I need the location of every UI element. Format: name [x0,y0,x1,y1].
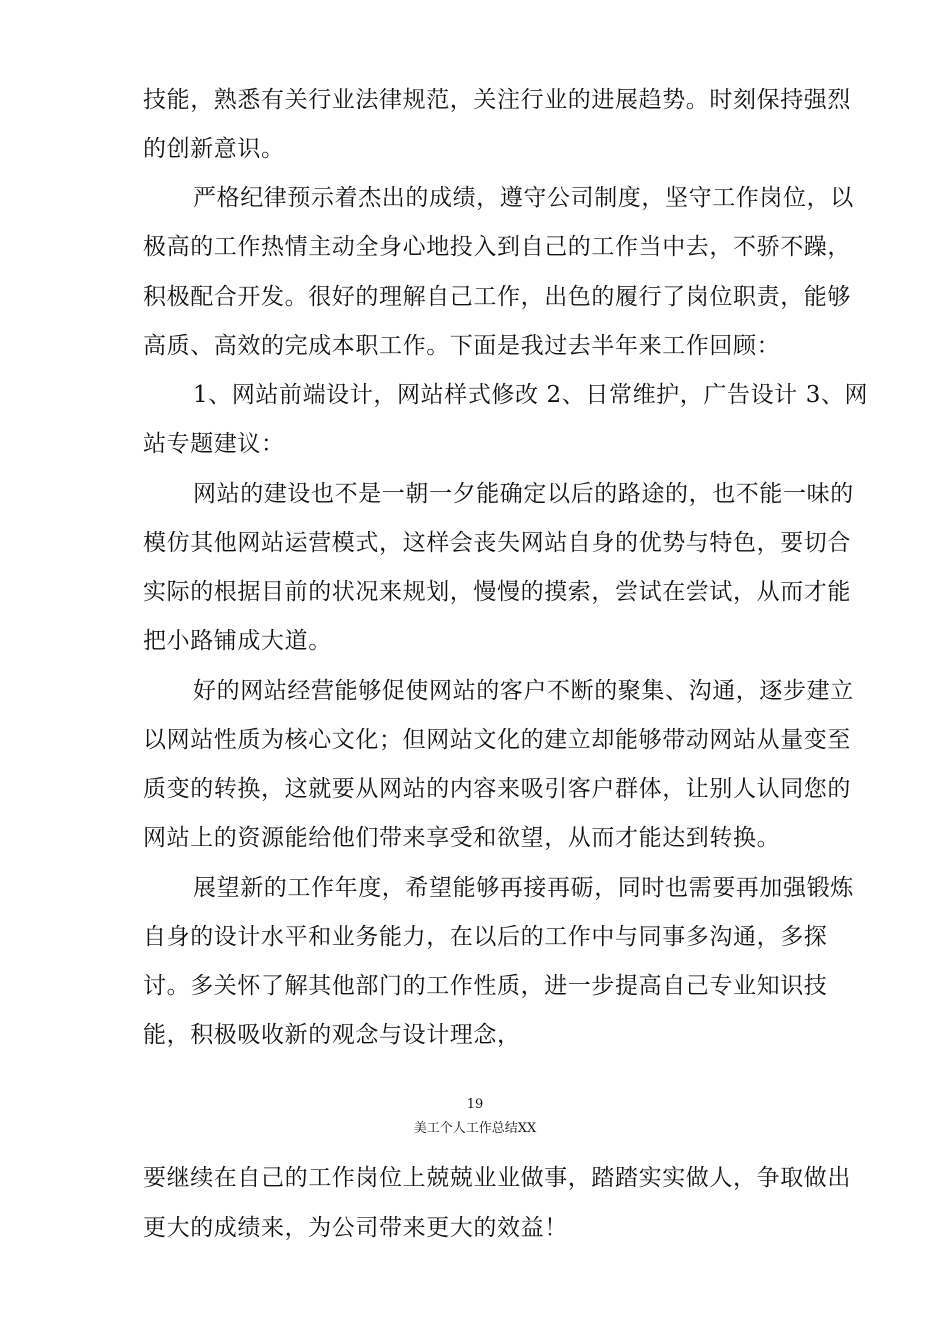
text-line: 要继续在自己的工作岗位上兢兢业业做事，踏踏实实做人，争取做出 [143,1165,851,1191]
footer-title: 美工个人工作总结XX [413,1121,537,1136]
text-line: 的创新意识。 [143,136,285,162]
text-line: 站专题建议： [143,431,285,457]
paragraph-start-line: 1、网站前端设计，网站样式修改 2、日常维护，广告设计 3、网 [193,382,869,408]
paragraph-start-line: 展望新的工作年度，希望能够再接再砺，同时也需要再加强锻炼 [193,875,854,901]
text-line: 能，积极吸收新的观念与设计理念， [143,1022,521,1048]
text-line: 技能，熟悉有关行业法律规范，关注行业的进展趋势。时刻保持强烈 [143,87,851,113]
text-line: 自身的设计水平和业务能力，在以后的工作中与同事多沟通，多探 [143,924,828,950]
text-line: 高质、高效的完成本职工作。下面是我过去半年来工作回顾： [143,333,781,359]
paragraph-start-line: 好的网站经营能够促使网站的客户不断的聚集、沟通，逐步建立 [193,678,854,704]
paragraph-start-line: 网站的建设也不是一朝一夕能确定以后的路途的，也不能一味的 [193,481,854,507]
text-line: 实际的根据目前的状况来规划，慢慢的摸索，尝试在尝试，从而才能 [143,579,851,605]
text-line: 质变的转换，这就要从网站的内容来吸引客户群体，让别人认同您的 [143,776,851,802]
text-line: 网站上的资源能给他们带来享受和欲望，从而才能达到转换。 [143,825,781,851]
text-line: 以网站性质为核心文化；但网站文化的建立却能够带动网站从量变至 [143,727,851,753]
text-line: 模仿其他网站运营模式，这样会丧失网站自身的优势与特色，要切合 [143,530,851,556]
text-line: 极高的工作热情主动全身心地投入到自己的工作当中去，不骄不躁， [143,234,851,260]
paragraph-start-line: 严格纪律预示着杰出的成绩，遵守公司制度，坚守工作岗位，以 [193,185,854,211]
text-line: 讨。多关怀了解其他部门的工作性质，进一步提高自己专业知识技 [143,973,828,999]
text-line: 积极配合开发。很好的理解自己工作，出色的履行了岗位职责，能够 [143,284,851,310]
text-line: 把小路铺成大道。 [143,628,332,654]
text-line: 更大的成绩来，为公司带来更大的效益！ [143,1215,568,1241]
page-number: 19 [466,1097,484,1112]
